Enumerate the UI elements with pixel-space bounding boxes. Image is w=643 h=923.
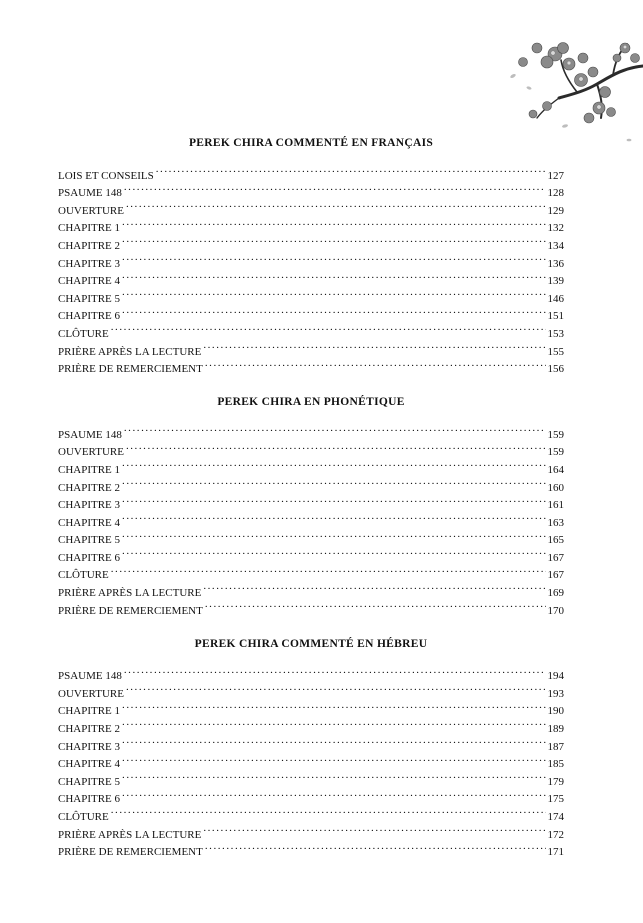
toc-entry-label: CHAPITRE 4 — [58, 275, 121, 288]
dot-leader — [111, 802, 546, 820]
toc-entry[interactable] — [58, 214, 564, 235]
toc-entry-page-number: 159 — [547, 446, 564, 459]
toc-entry-page-number: 132 — [547, 222, 564, 235]
toc-entry-page-number: 139 — [547, 275, 564, 288]
toc-entry[interactable] — [58, 491, 564, 512]
dot-leader — [122, 714, 545, 732]
toc-entry-page-number: 155 — [547, 345, 564, 358]
toc-entry-label: CHAPITRE 3 — [58, 257, 121, 270]
toc-entries — [58, 420, 564, 617]
dot-leader — [122, 491, 545, 509]
toc-entry-page-number: 185 — [547, 758, 564, 771]
toc-entries — [58, 662, 564, 859]
toc-entry[interactable] — [58, 697, 564, 718]
toc-entry[interactable] — [58, 420, 564, 441]
toc-entry[interactable] — [58, 732, 564, 753]
toc-entry-label: CHAPITRE 4 — [58, 758, 121, 771]
toc-entry-page-number: 136 — [547, 257, 564, 270]
toc-entry-label: CLÔTURE — [58, 327, 109, 340]
section-title: PEREK CHIRA COMMENTÉ EN HÉBREU — [194, 637, 428, 650]
dot-leader — [156, 161, 546, 179]
toc-entry[interactable] — [58, 785, 564, 806]
toc-entry[interactable] — [58, 578, 564, 600]
toc-entry-label: OUVERTURE — [58, 204, 124, 217]
toc-entry-page-number: 160 — [547, 481, 564, 494]
toc-entry-page-number: 174 — [547, 811, 564, 823]
toc-entry-page-number: 170 — [547, 604, 564, 617]
toc-entry-page-number: 189 — [547, 723, 564, 736]
toc-entry-label: CHAPITRE 5 — [58, 292, 121, 305]
dot-leader — [124, 662, 546, 680]
section-title: PEREK CHIRA EN PHONÉTIQUE — [217, 396, 405, 409]
toc-entry-page-number: 172 — [547, 828, 564, 841]
dot-leader — [203, 578, 545, 596]
toc-entry[interactable] — [58, 820, 564, 841]
toc-entry[interactable] — [58, 802, 564, 823]
toc-entry-label: CHAPITRE 5 — [58, 775, 121, 788]
toc-entry-page-number: 190 — [547, 705, 564, 718]
section-title: PEREK CHIRA COMMENTÉ EN FRANÇAIS — [188, 137, 434, 149]
dot-leader — [122, 697, 545, 715]
toc-entry[interactable] — [58, 179, 564, 200]
toc-entry-page-number: 171 — [547, 846, 564, 859]
toc-entry-label: PSAUME 148 — [58, 428, 122, 441]
toc-entry-label: PRIÈRE DE REMERCIEMENT — [58, 604, 203, 617]
dot-leader — [122, 785, 545, 803]
toc-entry-label: CHAPITRE 2 — [58, 481, 121, 494]
toc-entry[interactable] — [58, 662, 564, 683]
dot-leader — [126, 679, 546, 697]
toc-entry[interactable] — [58, 337, 564, 358]
toc-entry-label: PRIÈRE DE REMERCIEMENT — [58, 846, 203, 859]
toc-entry-label: CHAPITRE 2 — [58, 239, 121, 252]
dot-leader — [122, 249, 545, 267]
dot-leader — [122, 284, 545, 302]
table-of-contents — [58, 135, 564, 877]
toc-entry-page-number: 167 — [547, 569, 564, 582]
dot-leader — [122, 508, 545, 526]
toc-entry[interactable] — [58, 319, 564, 340]
toc-entry[interactable] — [58, 714, 564, 736]
toc-entry[interactable] — [58, 750, 564, 771]
dot-leader — [124, 179, 546, 197]
dot-leader — [126, 438, 546, 456]
toc-section-francais — [58, 135, 564, 376]
toc-entry-label: CHAPITRE 6 — [58, 310, 121, 323]
toc-entry-page-number: 165 — [547, 534, 564, 547]
toc-entry[interactable] — [58, 438, 564, 459]
toc-entry-label: CHAPITRE 1 — [58, 222, 121, 235]
dot-leader — [111, 319, 546, 337]
dot-leader — [122, 543, 545, 561]
toc-entry-label: PSAUME 148 — [58, 187, 122, 200]
toc-entry-page-number: 156 — [547, 363, 564, 376]
dot-leader — [122, 732, 545, 750]
toc-entry-label: PRIÈRE DE REMERCIEMENT — [58, 363, 203, 376]
toc-entry-page-number: 128 — [547, 187, 564, 200]
dot-leader — [122, 302, 545, 320]
dot-leader — [203, 337, 545, 355]
toc-entry-page-number: 164 — [547, 463, 564, 476]
toc-entry-page-number: 153 — [547, 327, 564, 340]
toc-entry-label: PRIÈRE APRÈS LA LECTURE — [58, 828, 202, 841]
toc-entry-label: CHAPITRE 4 — [58, 516, 121, 529]
toc-entry-label: PRIÈRE APRÈS LA LECTURE — [58, 345, 202, 358]
toc-entry-label: CLÔTURE — [58, 569, 109, 582]
toc-entry-page-number: 161 — [547, 499, 564, 512]
toc-entry-label: PRIÈRE APRÈS LA LECTURE — [58, 587, 202, 600]
toc-entry[interactable] — [58, 526, 564, 547]
toc-entry-page-number: 169 — [547, 587, 564, 600]
toc-entry[interactable] — [58, 284, 564, 305]
toc-entry[interactable] — [58, 679, 564, 700]
toc-entry-label: CHAPITRE 1 — [58, 463, 121, 476]
toc-entry-page-number: 167 — [547, 551, 564, 564]
toc-entry[interactable] — [58, 543, 564, 564]
dot-leader — [205, 838, 546, 856]
toc-entry-page-number: 134 — [547, 239, 564, 252]
toc-entry[interactable] — [58, 267, 564, 288]
toc-entry[interactable] — [58, 473, 564, 494]
toc-entry-label: PSAUME 148 — [58, 670, 122, 683]
toc-entry-label: CHAPITRE 6 — [58, 551, 121, 564]
toc-entry-page-number: 146 — [547, 292, 564, 305]
toc-entry-label: LOIS ET CONSEILS — [58, 169, 154, 182]
dot-leader — [205, 596, 546, 614]
toc-entry-page-number: 151 — [547, 310, 564, 323]
toc-entry-page-number: 175 — [547, 793, 564, 806]
toc-entry[interactable] — [58, 161, 564, 182]
toc-entry[interactable] — [58, 196, 564, 217]
toc-entry-label: OUVERTURE — [58, 687, 124, 700]
dot-leader — [122, 267, 545, 285]
dot-leader — [205, 355, 546, 373]
dot-leader — [122, 750, 545, 768]
toc-entry-page-number: 129 — [547, 204, 564, 217]
dot-leader — [124, 420, 546, 438]
dot-leader — [122, 526, 545, 544]
toc-entry-label: CHAPITRE 3 — [58, 499, 121, 512]
toc-entry-page-number: 159 — [547, 428, 564, 441]
toc-entry-page-number: 179 — [547, 775, 564, 788]
dot-leader — [203, 820, 545, 838]
dot-leader — [126, 196, 546, 214]
toc-entry-label: CHAPITRE 5 — [58, 534, 121, 547]
toc-entry-page-number: 193 — [547, 687, 564, 700]
toc-section-hebreu — [58, 636, 564, 859]
dot-leader — [122, 231, 545, 249]
toc-entry[interactable] — [58, 455, 564, 476]
toc-entry-page-number: 163 — [547, 516, 564, 529]
toc-entry-label: CHAPITRE 3 — [58, 740, 121, 753]
toc-entry[interactable] — [58, 767, 564, 788]
toc-entry-page-number: 127 — [547, 169, 564, 182]
toc-entry-label: CHAPITRE 1 — [58, 705, 121, 718]
toc-entry[interactable] — [58, 302, 564, 323]
dot-leader — [122, 455, 545, 473]
toc-entry-label: CHAPITRE 6 — [58, 793, 121, 806]
toc-entry[interactable] — [58, 508, 564, 529]
toc-section-phonetique — [58, 394, 564, 617]
toc-entries — [58, 161, 564, 376]
dot-leader — [122, 214, 545, 232]
dot-leader — [111, 561, 546, 579]
toc-entry-page-number: 194 — [547, 670, 564, 683]
toc-entry-page-number: 187 — [547, 740, 564, 753]
toc-entry-label: OUVERTURE — [58, 446, 124, 459]
toc-entry[interactable] — [58, 249, 564, 270]
dot-leader — [122, 473, 545, 491]
toc-entry-label: CHAPITRE 2 — [58, 723, 121, 736]
toc-entry[interactable] — [58, 561, 564, 582]
toc-entry-label: CLÔTURE — [58, 811, 109, 823]
dot-leader — [122, 767, 545, 785]
toc-entry[interactable] — [58, 231, 564, 252]
